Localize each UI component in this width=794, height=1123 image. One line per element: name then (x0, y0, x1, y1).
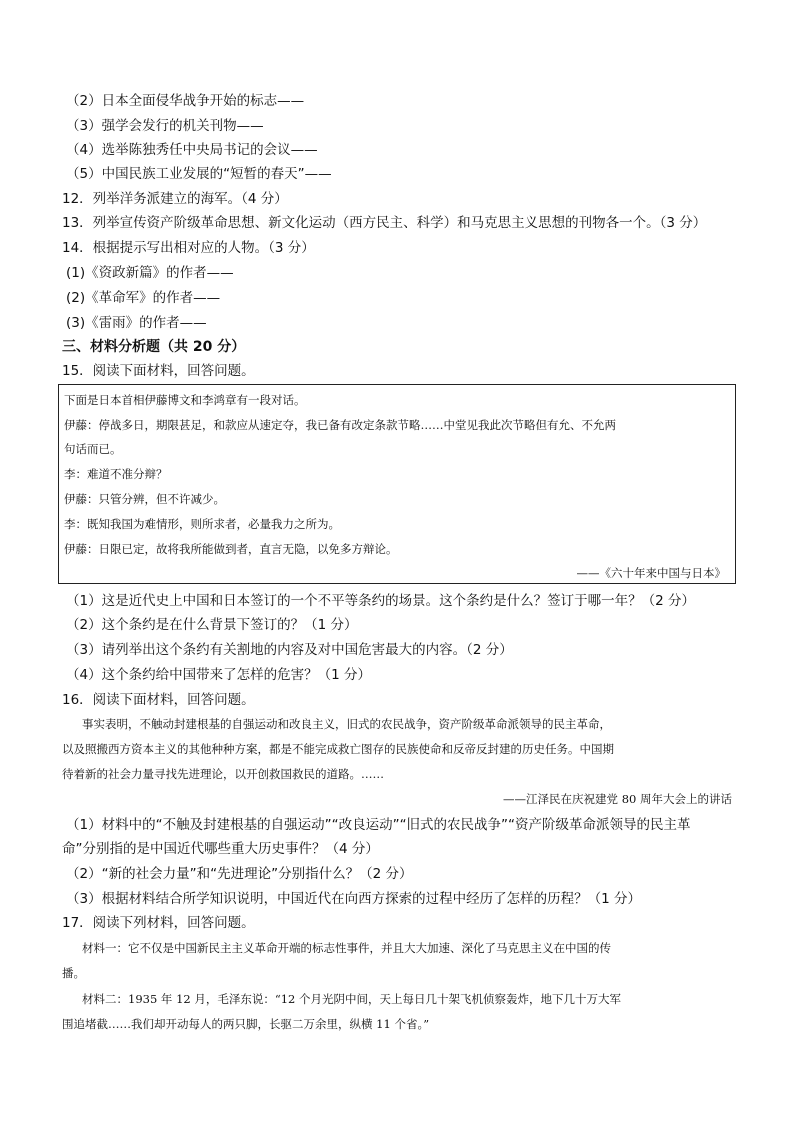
q15-material-line: 李：既知我国为难情形，则所求者，必量我力之所为。 (64, 517, 340, 531)
q15-part4: （4）这个条约给中国带来了怎样的危害？（1 分） (66, 667, 371, 683)
q16-part2: （2）“新的社会力量”和“先进理论”分别指什么？（2 分） (66, 866, 413, 882)
q17-material1: 材料一：它不仅是中国新民主主义革命开端的标志性事件，并且大大加速、深化了马克思主义在中国的传 (82, 941, 611, 955)
q16-stem: 16．阅读下面材料，回答问题。 (62, 692, 255, 708)
q17-material2-cont: 围追堵截……我们却开动每人的两只脚，长驱二万余里，纵横 11 个省。” (62, 1017, 430, 1031)
q15-material-line: 伊藤：停战多日，期限甚足，和款应从速定夺，我已备有改定条款节略……中堂见我此次节略但有允、不允两 (64, 418, 616, 432)
q14-stem: 14．根据提示写出相对应的人物。（3 分） (62, 240, 315, 256)
q14-part2: (2)《革命军》的作者—— (66, 290, 221, 306)
q15-part3: （3）请列举出这个条约有关割地的内容及对中国危害最大的内容。（2 分） (66, 642, 513, 658)
q15-part1: （1）这是近代史上中国和日本签订的一个不平等条约的场景。这个条约是什么？签订于哪一年？（2 分） (66, 593, 695, 609)
q17-stem: 17．阅读下列材料，回答问题。 (62, 915, 255, 931)
q11-part4: （4）选举陈独秀任中央局书记的会议—— (66, 142, 318, 158)
q11-part3: （3）强学会发行的机关刊物—— (66, 118, 264, 134)
q14-part3: (3)《雷雨》的作者—— (66, 315, 207, 331)
q17-material1-cont: 播。 (62, 966, 85, 980)
q15-material-line: 伊藤：只管分辨，但不许减少。 (64, 492, 225, 506)
q16-part3: （3）根据材料结合所学知识说明，中国近代在向西方探索的过程中经历了怎样的历程？（1 分） (66, 891, 641, 907)
q15-stem: 15．阅读下面材料，回答问题。 (62, 363, 255, 379)
q15-material-line: 句话而已。 (64, 442, 122, 456)
q11-part5: （5）中国民族工业发展的“短暂的春天”—— (66, 166, 332, 182)
q16-part1-cont: 命”分别指的是中国近代哪些重大历史事件？（4 分） (62, 841, 379, 857)
section-heading: 三、材料分析题（共 20 分） (62, 339, 246, 355)
q15-part2: （2）这个条约是在什么背景下签订的？（1 分） (66, 617, 358, 633)
q15-material-line: 李：难道不准分辩？ (64, 467, 168, 481)
q16-material-source: ——江泽民在庆祝建党 80 周年大会上的讲话 (503, 792, 732, 806)
q15-material-line: 下面是日本首相伊藤博文和李鸿章有一段对话。 (64, 393, 306, 407)
q15-material-source: ——《六十年来中国与日本》 (576, 566, 726, 580)
q16-material-line: 待着新的社会力量寻找先进理论，以开创救国救民的道路。…… (62, 767, 384, 781)
q16-material-line: 以及照搬西方资本主义的其他种种方案，都是不能完成救亡图存的民族使命和反帝反封建的历史任务。中国期 (62, 742, 614, 756)
q16-material-line: 事实表明，不触动封建根基的自强运动和改良主义，旧式的农民战争，资产阶级革命派领导的民主革命， (82, 717, 611, 731)
q15-material-line: 伊藤：日限已定，故将我所能做到者，直言无隐，以免多方辩论。 (64, 542, 398, 556)
q12-stem: 12．列举洋务派建立的海军。（4 分） (62, 191, 288, 207)
q17-material2: 材料二：1935 年 12 月，毛泽东说：“12 个月光阴中间，天上每日几十架飞机侦察轰炸，地下几十万大军 (82, 992, 622, 1006)
q11-part2: （2）日本全面侵华战争开始的标志—— (66, 93, 305, 109)
q13-stem: 13．列举宣传资产阶级革命思想、新文化运动（西方民主、科学）和马克思主义思想的刊物各一个。（3 分） (62, 215, 707, 231)
q14-part1: (1)《资政新篇》的作者—— (66, 265, 234, 281)
q16-part1: （1）材料中的“不触及封建根基的自强运动”“改良运动”“旧式的农民战争”“资产阶级革命派领导的民主革 (66, 817, 691, 833)
